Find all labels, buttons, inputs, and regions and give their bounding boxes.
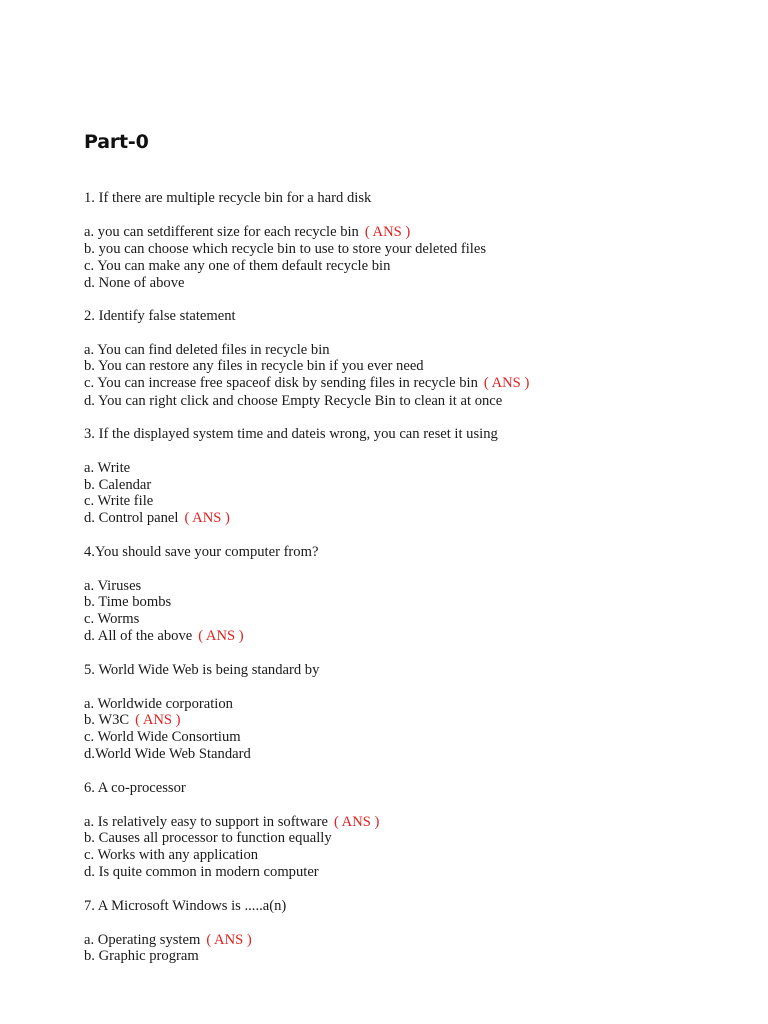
answer-marker: ( ANS ) — [184, 510, 230, 526]
page-title: Part-0 — [84, 131, 149, 153]
question-5: 5. World Wide Web is being standard by — [84, 662, 320, 678]
q5-option-c: c. World Wide Consortium — [84, 729, 241, 745]
q4-option-d: d. All of the above ( ANS ) — [84, 628, 244, 644]
q1-option-c: c. You can make any one of them default recycle bin — [84, 258, 391, 274]
q1-option-b: b. you can choose which recycle bin to use to store your deleted files — [84, 241, 487, 257]
q3-option-a: a. Write — [84, 460, 131, 476]
answer-marker: ( ANS ) — [483, 375, 530, 391]
question-3: 3. If the displayed system time and dateis wrong, you can reset it using — [84, 426, 498, 442]
question-2: 2. Identify false statement — [84, 308, 236, 324]
q2-option-a: a. You can find deleted files in recycle bin — [84, 342, 330, 358]
q6-option-d: d. Is quite common in modern computer — [84, 864, 319, 880]
q1-option-a: a. you can setdifferent size for each recycle bin ( ANS ) — [84, 224, 411, 240]
answer-marker: ( ANS ) — [135, 712, 181, 728]
q6-option-c: c. Works with any application — [84, 847, 259, 863]
question-4: 4.You should save your computer from? — [84, 544, 319, 560]
q6-option-b: b. Causes all processor to function equally — [84, 830, 332, 846]
q2-option-b: b. You can restore any files in recycle bin if you ever need — [84, 358, 424, 374]
q5-option-b: b. W3C ( ANS ) — [84, 712, 181, 728]
q5-option-d: d.World Wide Web Standard — [84, 746, 251, 762]
question-1: 1. If there are multiple recycle bin for a hard disk — [84, 190, 372, 206]
answer-marker: ( ANS ) — [333, 814, 380, 830]
question-7: 7. A Microsoft Windows is .....a(n) — [84, 898, 287, 914]
q3-option-d: d. Control panel ( ANS ) — [84, 510, 230, 526]
q4-option-a: a. Viruses — [84, 578, 142, 594]
question-6: 6. A co-processor — [84, 780, 186, 796]
q7-option-a: a. Operating system ( ANS ) — [84, 932, 252, 948]
q7-option-b: b. Graphic program — [84, 948, 199, 964]
q4-option-b: b. Time bombs — [84, 594, 172, 610]
q5-option-a: a. Worldwide corporation — [84, 696, 233, 712]
answer-marker: ( ANS ) — [206, 932, 252, 948]
q2-option-c: c. You can increase free spaceof disk by sending files in recycle bin ( ANS ) — [84, 375, 530, 391]
q1-option-d: d. None of above — [84, 275, 185, 291]
answer-marker: ( ANS ) — [364, 224, 411, 240]
q6-option-a: a. Is relatively easy to support in software ( ANS ) — [84, 814, 380, 830]
q3-option-c: c. Write file — [84, 493, 154, 509]
q3-option-b: b. Calendar — [84, 477, 152, 493]
q2-option-d: d. You can right click and choose Empty Recycle Bin to clean it at once — [84, 393, 503, 409]
q4-option-c: c. Worms — [84, 611, 140, 627]
answer-marker: ( ANS ) — [198, 628, 244, 644]
